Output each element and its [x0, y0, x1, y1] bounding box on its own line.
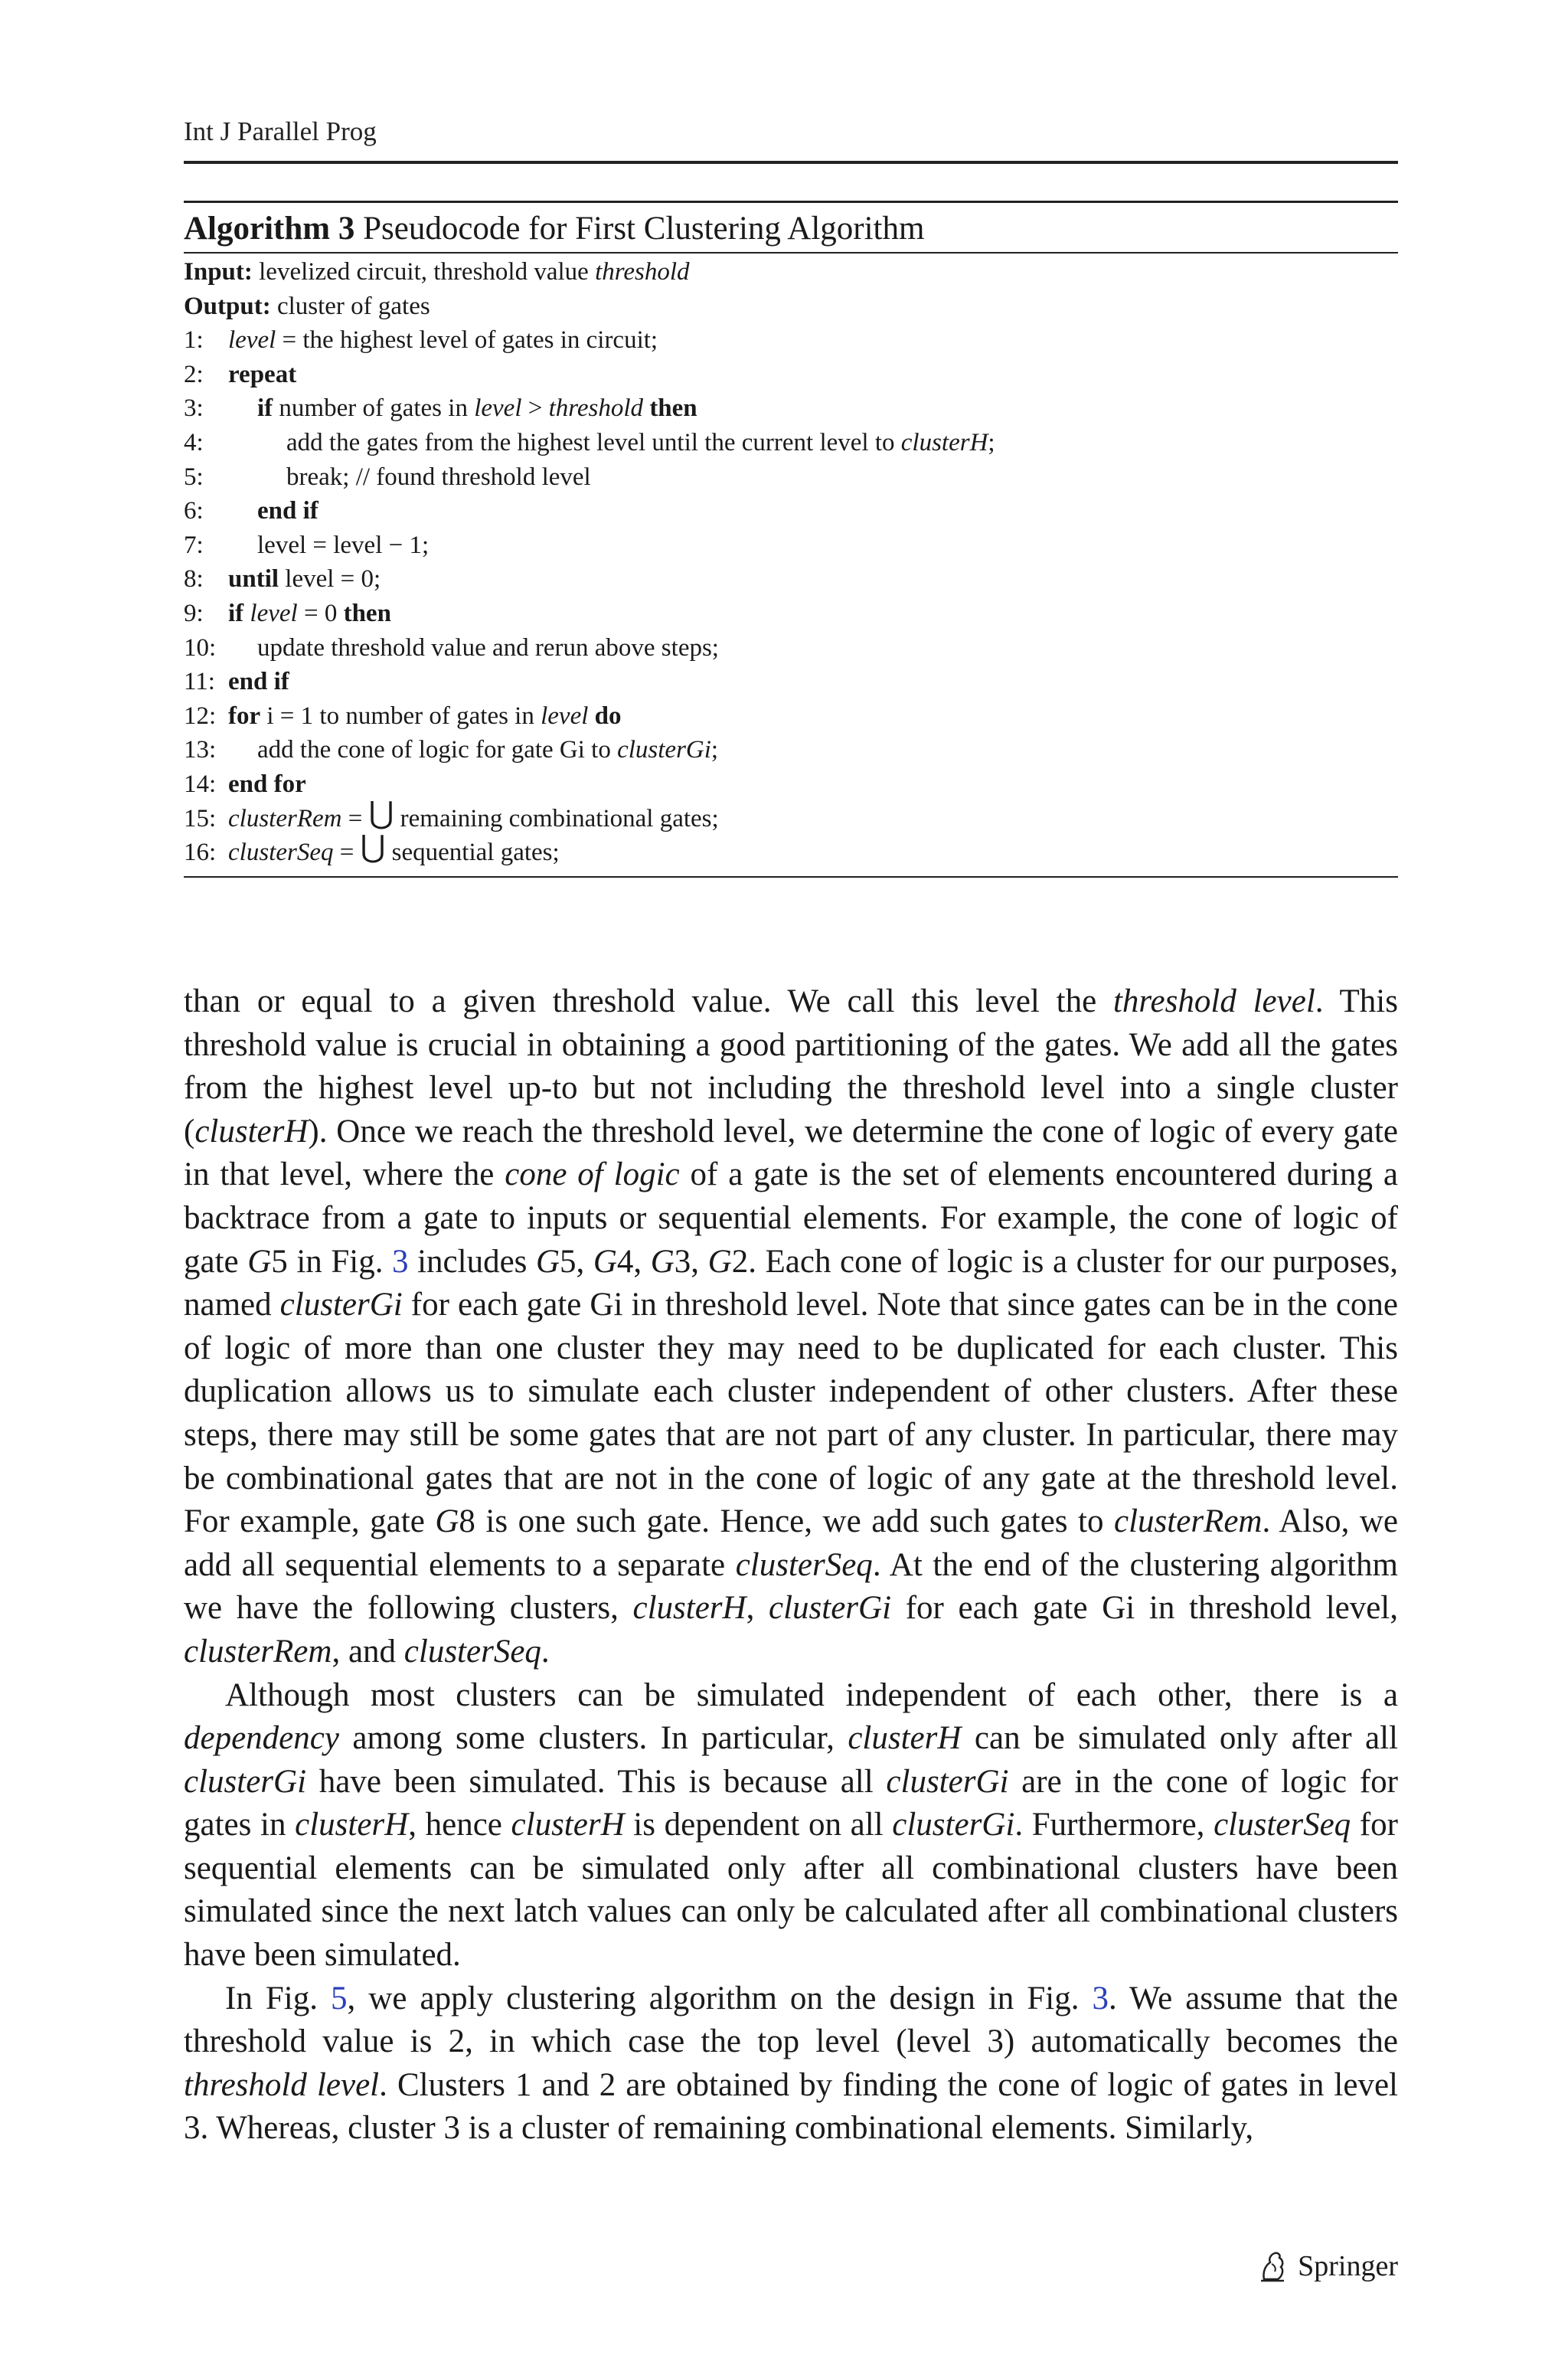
algorithm-body — [184, 254, 1398, 876]
running-header: Int J Parallel Prog — [184, 116, 377, 146]
algorithm-line: 1: level = the highest level of gates in circuit; — [184, 326, 658, 355]
algorithm-input: Input: levelized circuit, threshold value threshold — [184, 258, 690, 286]
figure-link[interactable]: 5 — [331, 1980, 348, 2017]
algorithm-line: 3: if number of gates in level > threshold then — [184, 394, 697, 423]
algorithm-line: 9: if level = 0 then — [184, 599, 391, 627]
algorithm-output: Output: cluster of gates — [184, 292, 430, 320]
algorithm-line: 4: add the gates from the highest level until the current level to clusterH ; — [184, 428, 995, 456]
algorithm-line: 13: add the cone of logic for gate Gi to clusterGi ; — [184, 736, 719, 764]
paragraph: than or equal to a given threshold value. We call this level the threshold level. This threshold value is crucial in obtaining a good partitioning of the gates. We add all the gates from the highest level up-to but not including the threshold level into a single cluster (clusterH). Once we reach the threshold level, we determine the cone of logic of every gate in that level, where the cone of logic of a gate is the set of elements encountered during a backtrace from a gate to inputs or sequential elements. For example, the cone of logic of gate G5 in Fig. 3 includes G5, G4, G3, G2. Each cone of logic is a cluster for our purposes, named clusterGi for each gate Gi in threshold level. Note that since gates can be in the cone of logic of more than one cluster they may need to be duplicated for each cluster. This duplication allows us to simulate each cluster independent of other clusters. After these steps, there may still be some gates that are not part of any cluster. In particular, there may be combinational gates that are not in the cone of logic of any gate at the threshold level. For example, gate G8 is one such gate. Hence, we add such gates to clusterRem. Also, we add all sequential elements to a separate clusterSeq. At the end of the clustering algorithm we have the following clusters, clusterH, clusterGi for each gate Gi in threshold level, clusterRem, and clusterSeq. — [184, 983, 1399, 1670]
paragraph: Although most clusters can be simulated independent of each other, there is a dependency among some clusters. In particular, clusterH can be simulated only after all clusterGi have been simulated. This is because all clusterGi are in the cone of logic for gates in clusterH, hence clusterH is dependent on all clusterGi. Furthermore, clusterSeq for sequential elements can be simulated only after all combinational clusters have been simulated since the next latch values can only be calculated after all combinational clusters have been simulated. — [184, 1676, 1398, 1974]
algorithm-line: 10: update threshold value and rerun above steps; — [184, 633, 719, 662]
algorithm-line: 6: end if — [184, 497, 318, 525]
union-symbol: ⋃ — [368, 795, 394, 830]
algorithm-bottom-rule — [184, 876, 1398, 878]
algorithm-line: 5: break; // found threshold level — [184, 463, 591, 491]
algorithm-line: 15: clusterRem = ⋃ remaining combinational gates; — [184, 802, 1398, 836]
figure-link[interactable]: 3 — [1092, 1980, 1109, 2017]
algorithm-title-text: Pseudocode for First Clustering Algorithm — [363, 211, 925, 247]
publisher-name: Springer — [1298, 2250, 1398, 2282]
paragraph: In Fig. 5, we apply clustering algorithm on the design in Fig. 3. We assume that the threshold value is 2, in which case the top level (level 3) automatically becomes the threshold level. Clusters 1 and 2 are obtained by finding the cone of logic of gates in level 3. Whereas, cluster 3 is a cluster of remaining combinational elements. Similarly, — [184, 1980, 1398, 2147]
algorithm-box — [184, 201, 1398, 878]
algorithm-line: 7: level = level − 1; — [184, 531, 430, 559]
figure-link[interactable]: 3 — [392, 1243, 409, 1280]
springer-horse-icon — [1256, 2249, 1289, 2284]
header-rule — [184, 161, 1398, 164]
algorithm-line: 12: for i = 1 to number of gates in level do — [184, 702, 622, 730]
body-text — [184, 980, 1398, 2151]
algorithm-line: 16: clusterSeq = ⋃ sequential gates; — [184, 836, 1398, 870]
page-footer — [1256, 2249, 1398, 2284]
algorithm-line: 14: end for — [184, 770, 306, 798]
algorithm-label: Algorithm 3 — [184, 211, 355, 247]
algorithm-line: 11: end if — [184, 668, 289, 696]
algorithm-line: 2: repeat — [184, 360, 297, 388]
union-symbol: ⋃ — [360, 829, 386, 865]
algorithm-line: 8: until level = 0; — [184, 565, 381, 594]
algorithm-title — [184, 203, 1398, 254]
